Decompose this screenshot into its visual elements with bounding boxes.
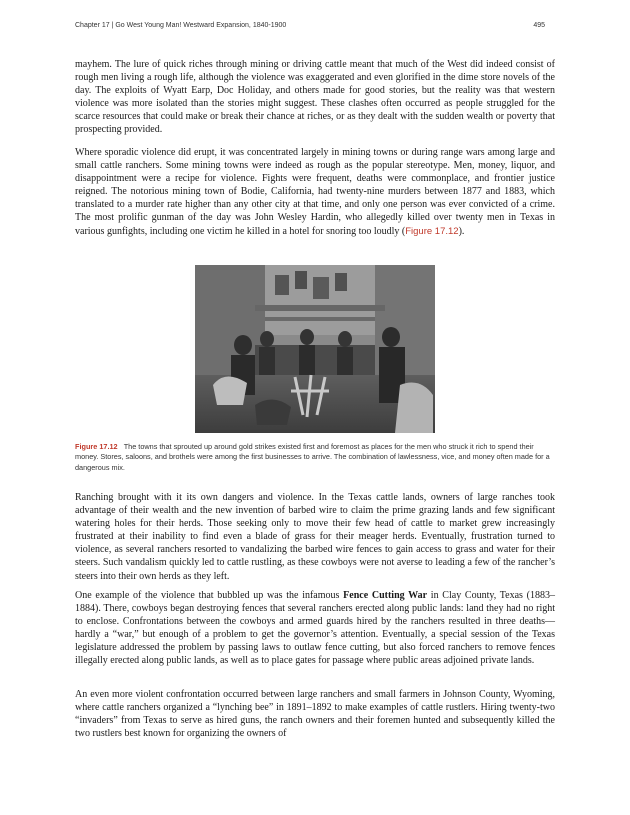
paragraph-5: An even more violent confrontation occurred between large ranchers and small farmers in Johnson County, Wyoming, where cattle ranchers organized a “lynching bee” in 1891–1892 to make examples of cattle rustlers. Hiring twenty-two “invaders” from Texas to serve as hired guns, the ranch owners and their foremen hunted and subsequently killed the two rustlers best known for organizing the owners of — [75, 689, 555, 740]
caption-text: The towns that sprouted up around gold strikes existed first and foremost as places for the men who struck it rich to spend their money. Stores, saloons, and brothels were among the first businesses to arrive. The combination of lawlessness, vice, and money often made for a dangerous mix. — [75, 442, 550, 472]
paragraph-4-start: One example of the violence that bubbled up was the infamous — [75, 590, 344, 601]
paragraph-1: mayhem. The lure of quick riches through mining or driving cattle meant that much of the West did indeed consist of rough men living a rough life, although the violence was exaggerated and even glorified in the dime store novels of the day. The exploits of Wyatt Earp, Doc Holiday, and others made for good stories, but the reality was that western violence was more isolated than the stories might suggest. These clashes often occurred as people struggled for the scarce resources that could make or break their chance at riches, or as they dealt with the sudden wealth or poverty that prospecting provided. — [75, 59, 555, 136]
paragraph-4-rest: in Clay County, Texas (1883–1884). There, cowboys began destroying fences that several ranchers erected along public lands: land they had no right to enclose. Confrontations between the cowboys and armed guards hired by the ranchers resulted in three deaths—hardly a “war,” but enough of a problem to get the governor’s attention. Eventually, a special session of the Texas legislature addressed the problem by passing laws to outlaw fence cutting, but also forced ranchers to remove fences illegally erected along public lands, as well as to place gates for passage where public areas adjoined private lands. — [75, 590, 555, 667]
saloon-photo-image — [195, 265, 435, 433]
running-header — [75, 22, 545, 34]
paragraph-4 — [75, 589, 555, 668]
paragraph-2-text: Where sporadic violence did erupt, it was concentrated largely in mining towns or during range wars among large and small cattle ranchers. Some mining towns were indeed as rough as the popular stereotype. Men, money, liquor, and disappointment were a recipe for violence. Fights were frequent, deaths were commonplace, and frontier justice reigned. The notorious mining town of Bodie, California, had twenty-nine murders between 1877 and 1883, which translated to a murder rate higher than any other city at that time, and only one person was ever convicted of a crime. The most prolific gunman of the day was John Wesley Hardin, who allegedly killed over twenty men in Texas in various gunfights, including one victim he killed in a hotel for snoring too loudly ( — [75, 147, 555, 237]
page-number: 495 — [533, 22, 545, 29]
figure-reference-link[interactable]: Figure 17.12 — [405, 225, 459, 237]
figure-label: Figure 17.12 — [75, 442, 118, 451]
saloon-photograph — [195, 265, 435, 433]
key-term: Fence Cutting War — [343, 590, 428, 601]
paragraph-2-end: ). — [458, 225, 465, 237]
figure-caption — [75, 442, 555, 473]
chapter-title: Chapter 17 | Go West Young Man! Westward Expansion, 1840-1900 — [75, 22, 287, 29]
paragraph-2 — [75, 146, 555, 238]
paragraph-3: Ranching brought with it its own dangers and violence. In the Texas cattle lands, owners of large ranches took advantage of their wealth and the new invention of barbed wire to claim the prime grazing lands and few significant watering holes for their herds. Those seeking only to move their few head of cattle to market grew increasingly frustrated at their inability to find even a blade of grass for their meager herds. Eventually, frustration turned to violence, as several ranchers resorted to vandalizing the barbed wire fences to gain access to grass and water for their steers. Such vandalism quickly led to cattle rustling, as these cowboys were not averse to leading a few of the rancher’s steers into their own herds as they left. — [75, 492, 555, 582]
